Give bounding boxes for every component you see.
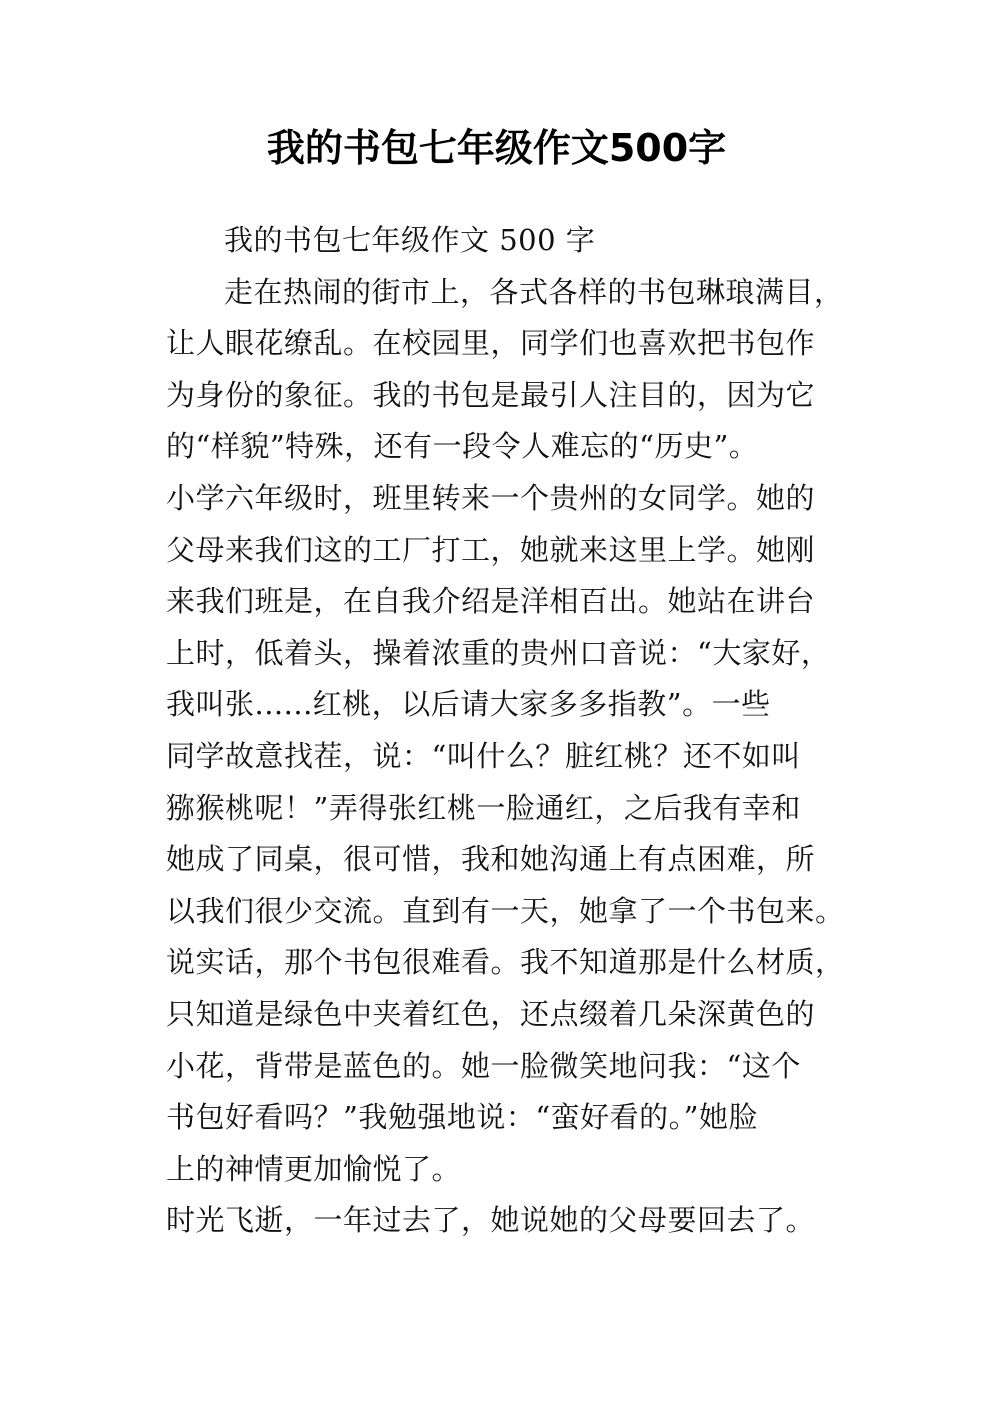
essay-line: 上的神情更加愉悦了。	[166, 1151, 462, 1186]
essay-line: 小学六年级时，班里转来一个贵州的女同学。她的	[166, 480, 816, 515]
essay-line: 走在热闹的街市上，各式各样的书包琳琅满目，	[224, 274, 844, 309]
page-title: 我的书包七年级作文500字	[266, 126, 727, 170]
essay-line: 猕猴桃呢！”弄得张红桃一脸通红，之后我有幸和	[166, 790, 801, 825]
essay-line: 只知道是绿色中夹着红色，还点缀着几朵深黄色的	[166, 996, 816, 1031]
essay-line: 让人眼花缭乱。在校园里，同学们也喜欢把书包作	[166, 326, 816, 361]
essay-line: 说实话，那个书包很难看。我不知道那是什么材质，	[166, 945, 845, 980]
essay-line: 书包好看吗？”我勉强地说：“蛮好看的。”她脸	[166, 1100, 758, 1135]
essay-line: 同学故意找茬，说：“叫什么？脏红桃？还不如叫	[166, 738, 801, 773]
essay-line: 我叫张......红桃，以后请大家多多指教”。一些	[166, 687, 771, 722]
essay-line: 她成了同桌，很可惜，我和她沟通上有点困难，所	[166, 842, 816, 877]
essay-line: 小花，背带是蓝色的。她一脸微笑地问我：“这个	[166, 1048, 801, 1083]
essay-line: 上时，低着头，操着浓重的贵州口音说：“大家好，	[166, 635, 831, 670]
essay-line: 父母来我们这的工厂打工，她就来这里上学。她刚	[166, 532, 816, 567]
essay-body	[166, 215, 866, 1247]
essay-line: 的“样貌”特殊，还有一段令人难忘的“历史”。	[166, 429, 759, 464]
essay-line: 为身份的象征。我的书包是最引人注目的，因为它	[166, 377, 816, 412]
essay-line: 来我们班是，在自我介绍是洋相百出。她站在讲台	[166, 584, 816, 619]
essay-subtitle: 我的书包七年级作文 500 字	[224, 223, 596, 257]
essay-line: 时光飞逝，一年过去了，她说她的父母要回去了。	[166, 1203, 816, 1238]
essay-line: 以我们很少交流。直到有一天，她拿了一个书包来。	[166, 893, 845, 928]
